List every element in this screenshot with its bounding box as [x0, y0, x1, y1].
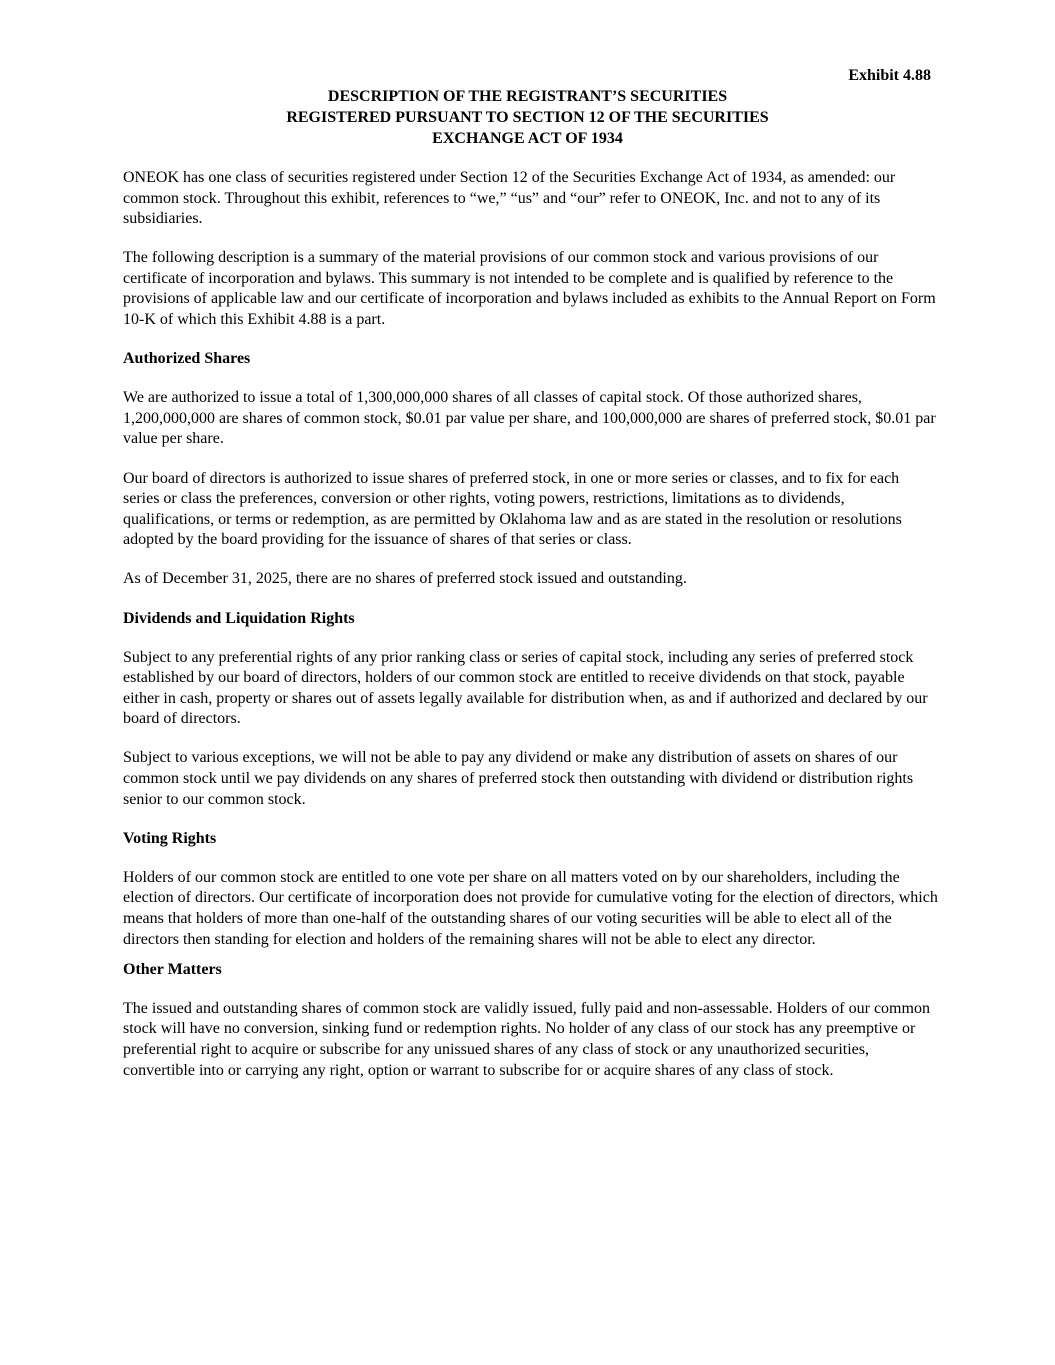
intro-paragraph-1: ONEOK has one class of securities registered under Section 12 of the Securities Exchange Act of 1934, as amended: our common stock. Throughout this exhibit, references to “we,” “us” and “our” refer to ONEOK, Inc. and not to any of its subsidiaries.: [123, 169, 896, 228]
dividends-paragraph-2: Subject to various exceptions, we will not be able to pay any dividend or make any distribution of assets on shares of our common stock until we pay dividends on any shares of preferred stock then outstanding with dividend or distribution rights senior to our common stock.: [123, 749, 914, 808]
dividends-paragraph-1: Subject to any preferential rights of any prior ranking class or series of capital stock, including any series of preferred stock established by our board of directors, holders of our common stock are entitled to receive dividends on that stock, payable either in cash, property or shares out of assets legally available for distribution when, as and if authorized and declared by our board of directors.: [123, 648, 928, 728]
other-matters-paragraph-1: The issued and outstanding shares of common stock are validly issued, fully paid and non-assessable. Holders of our common stock will have no conversion, sinking fund or redemption rights. No holder of any class of our stock has any preemptive or preferential right to acquire or subscribe for any unissued shares of any class of stock or any unauthorized securities, convertible into or carrying any right, option or warrant to subscribe for or acquire shares of any class of stock.: [123, 999, 930, 1079]
voting-paragraph-1: Holders of our common stock are entitled to one vote per share on all matters voted on by our shareholders, including the election of directors. Our certificate of incorporation does not provide for cumulative voting for the election of directors, which means that holders of more than one-half of the outstanding shares of our voting securities will be able to elect all of the directors then standing for election and holders of the remaining shares will not be able to elect any director.: [123, 868, 938, 948]
authorized-shares-paragraph-1: We are authorized to issue a total of 1,300,000,000 shares of all classes of capital stock. Of those authorized shares, 1,200,000,000 are shares of common stock, $0.01 par value per share, and 100,000,000 are shares of preferred stock, $0.01 par value per share.: [123, 389, 936, 448]
intro-paragraph-2: The following description is a summary of the material provisions of our common stock and various provisions of our certificate of incorporation and bylaws. This summary is not intended to be complete and is qualified by reference to the provisions of applicable law and our certificate of incorporation and bylaws included as exhibits to the Annual Report on Form 10-K of which this Exhibit 4.88 is a part.: [123, 249, 936, 329]
authorized-shares-heading: Authorized Shares: [123, 350, 251, 368]
dividends-heading: Dividends and Liquidation Rights: [123, 609, 355, 627]
authorized-shares-paragraph-3: As of December 31, 2025, there are no shares of preferred stock issued and outstanding.: [123, 570, 687, 588]
voting-heading: Voting Rights: [123, 829, 217, 847]
authorized-shares-paragraph-2: Our board of directors is authorized to issue shares of preferred stock, in one or more series or classes, and to fix for each series or class the preferences, conversion or other rights, voting powers, restrictions, limitations as to dividends, qualifications, or terms or redemption, as are permitted by Oklahoma law and as are stated in the resolution or resolutions adopted by the board providing for the issuance of shares of that series or class.: [123, 469, 902, 549]
other-matters-heading: Other Matters: [123, 960, 222, 978]
title-line-2: REGISTERED PURSUANT TO SECTION 12 OF THE SECURITIES: [286, 109, 769, 126]
document-title: [0, 86, 1055, 149]
exhibit-label: Exhibit 4.88: [848, 67, 931, 84]
title-line-1: DESCRIPTION OF THE REGISTRANT’S SECURITIES: [327, 88, 728, 105]
title-line-3: EXCHANGE ACT OF 1934: [432, 130, 623, 147]
document-body: [123, 168, 938, 1100]
